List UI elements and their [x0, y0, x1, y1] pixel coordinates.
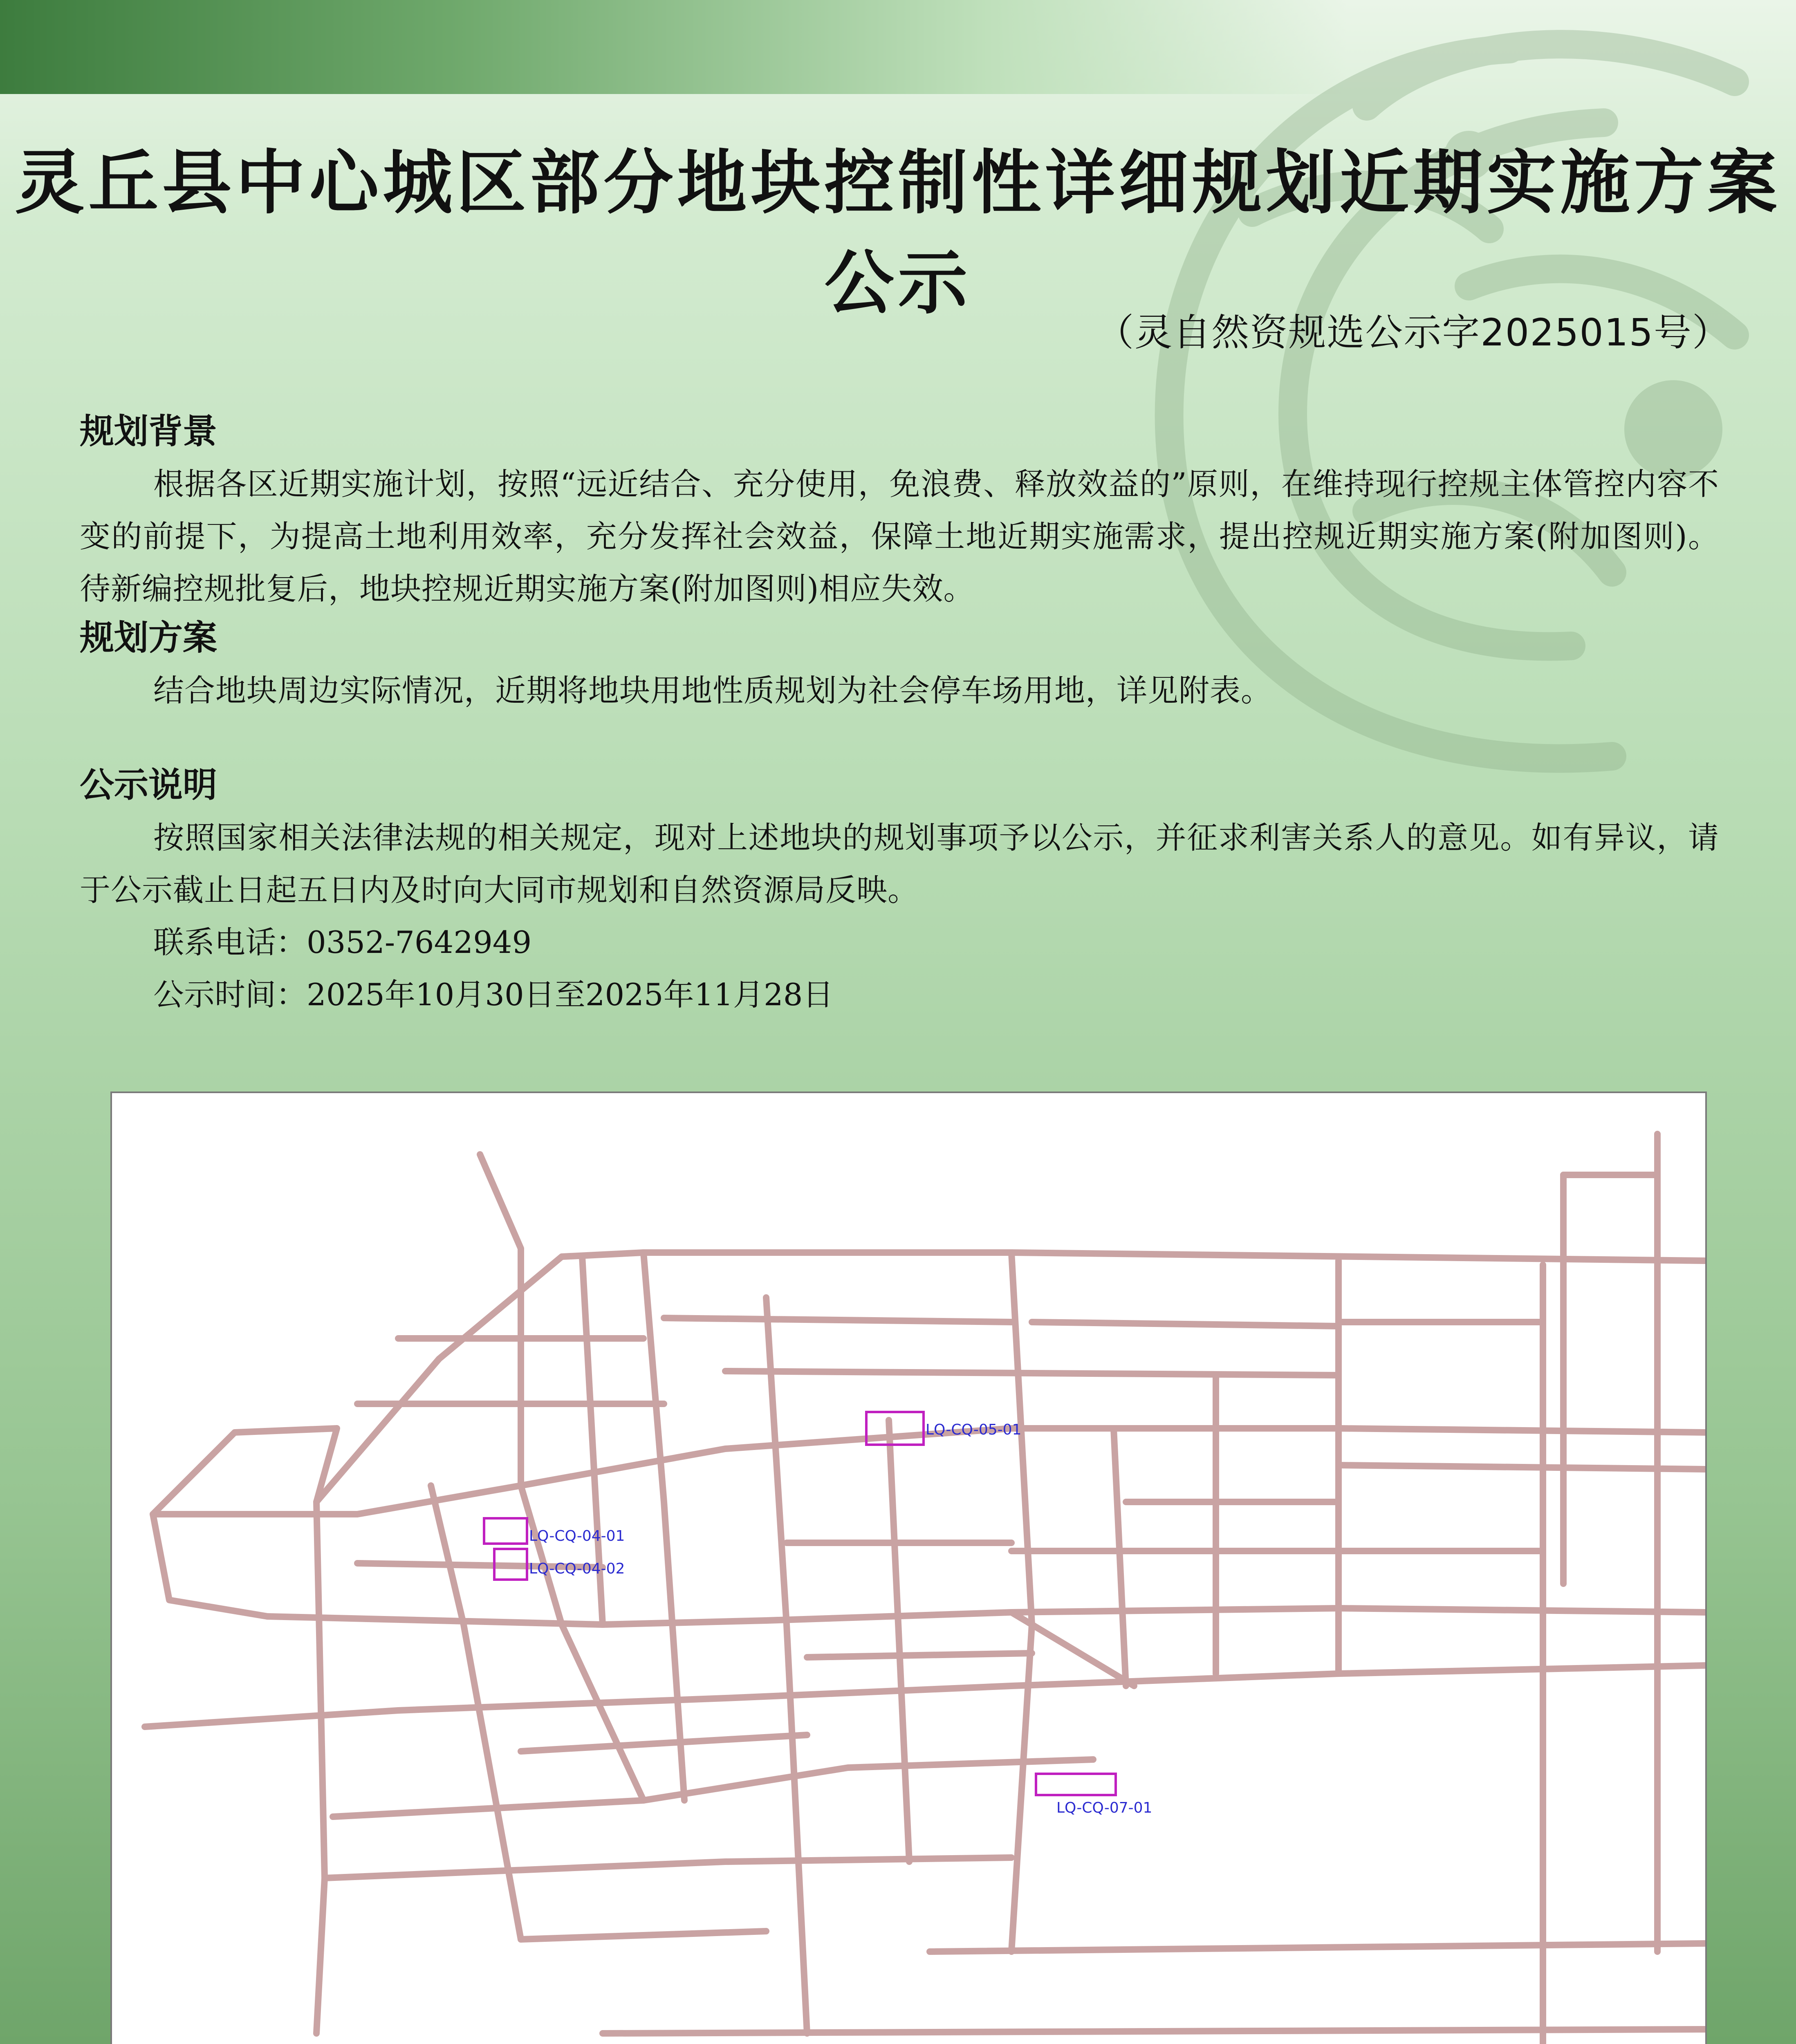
section-text-plan: 结合地块周边实际情况，近期将地块用地性质规划为社会停车场用地，详见附表。 — [153, 672, 1272, 708]
parcel-label-0401: LQ-CQ-04-01 — [529, 1528, 625, 1544]
map-road-network — [145, 1134, 1705, 2044]
contact-phone: 联系电话：0352-7642949 — [153, 924, 532, 960]
section-text-background: 根据各区近期实施计划，按照“远近结合、充分使用，免浪费、释放效益的”原则，在维持现行控规主体管控内容不变的前提下，为提高土地利用效率，充分发挥社会效益，保障土地近期实施需求，提出控规近期实施方案(附加图则)。待新编控规批复后，地块控规近期实施方案(附加图则)相应失效。 — [80, 466, 1719, 607]
location-map — [110, 1091, 1707, 2044]
section-text-notice: 按照国家相关法律法规的相关规定，现对上述地块的规划事项予以公示，并征求利害关系人的意见。如有异议，请于公示截止日起五日内及时向大同市规划和自然资源局反映。 — [80, 820, 1719, 908]
page-title: 灵丘县中心城区部分地块控制性详细规划近期实施方案公示 — [15, 143, 1781, 324]
section-heading-notice: 公示说明 — [80, 765, 217, 805]
section-background — [80, 405, 1719, 615]
section-heading-plan: 规划方案 — [80, 618, 217, 658]
document-number: （灵自然资规选公示字2025015号） — [1096, 311, 1731, 354]
section-plan — [80, 611, 1719, 717]
parcel-label-0701: LQ-CQ-07-01 — [1056, 1800, 1152, 1816]
section-notice — [80, 758, 1719, 1021]
notice-period: 公示时间：2025年10月30日至2025年11月28日 — [153, 977, 834, 1013]
section-heading-background: 规划背景 — [80, 411, 217, 451]
parcel-label-0402: LQ-CQ-04-02 — [529, 1560, 625, 1577]
parcel-label-0501: LQ-CQ-05-01 — [926, 1421, 1022, 1438]
